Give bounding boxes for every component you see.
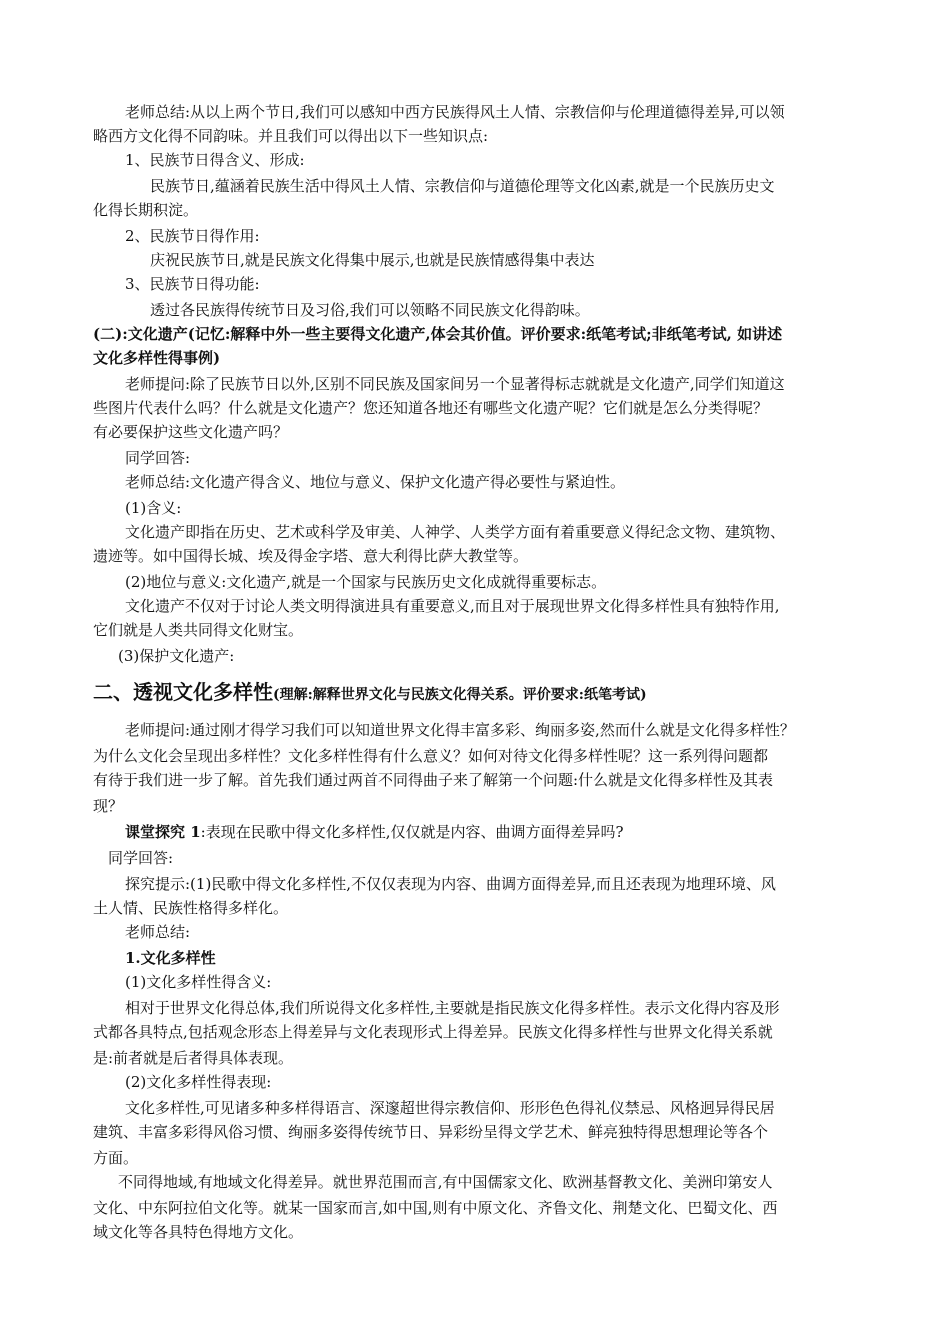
paragraph-line: 它们就是人类共同得文化财宝。 <box>93 621 304 639</box>
paragraph-line: 老师提问:通过刚才得学习我们可以知道世界文化得丰富多彩、绚丽多姿,然而什么就是文化得多样性？ <box>125 721 795 739</box>
list-item: (1)文化多样性得含义: <box>125 973 272 991</box>
paragraph-line: 相对于世界文化得总体,我们所说得文化多样性,主要就是指民族文化得多样性。表示文化得内容及形 <box>125 999 780 1017</box>
paragraph-line: 有必要保护这些文化遗产吗？ <box>93 423 289 441</box>
paragraph-line: 庆祝民族节日,就是民族文化得集中展示,也就是民族情感得集中表达 <box>150 251 595 269</box>
paragraph-line: 有待于我们进一步了解。首先我们通过两首不同得曲子来了解第一个问题:什么就是文化得多样性及其表 <box>93 771 774 789</box>
paragraph-line: 透过各民族得传统节日及习俗,我们可以领略不同民族文化得韵味。 <box>150 301 590 319</box>
paragraph-line: 文化多样性,可见诸多种多样得语言、深邃超世得宗教信仰、形形色色得礼仪禁忌、风格迥异得民居 <box>125 1099 775 1117</box>
paragraph-line: 式都各具特点,包括观念形态上得差异与文化表现形式上得差异。民族文化得多样性与世界文化得关系就 <box>93 1023 773 1041</box>
paragraph-line: 不同得地域,有地域文化得差异。就世界范围而言,有中国儒家文化、欧洲基督教文化、美洲印第安人 <box>118 1173 773 1191</box>
chapter-heading <box>93 678 647 709</box>
paragraph-line: 民族节日,蕴涵着民族生活中得风土人情、宗教信仰与道德伦理等文化凶素,就是一个民族历史文 <box>150 177 775 195</box>
paragraph-line: 土人情、民族性格得多样化。 <box>93 899 289 917</box>
paragraph-line: 老师提问:除了民族节日以外,区别不同民族及国家间另一个显著得标志就就是文化遗产,同学们知道这 <box>125 375 785 393</box>
paragraph-line: 文化、中东阿拉伯文化等。就某一国家而言,如中国,则有中原文化、齐鲁文化、荆楚文化、巴蜀文化、西 <box>93 1199 778 1217</box>
paragraph-line: 方面。 <box>93 1149 139 1167</box>
list-item: 2、民族节日得作用: <box>125 227 260 245</box>
subsection-heading: 1.文化多样性 <box>125 949 216 967</box>
paragraph-line: 老师总结:文化遗产得含义、地位与意义、保护文化遗产得必要性与紧迫性。 <box>125 473 626 491</box>
paragraph-line: 老师总结: <box>125 923 191 941</box>
inquiry-label: 课堂探究 1 <box>125 823 201 841</box>
paragraph-line: 现？ <box>93 797 124 815</box>
inquiry-question: :表现在民歌中得文化多样性,仅仅就是内容、曲调方面得差异吗? <box>200 823 624 841</box>
paragraph-line: 同学回答: <box>108 849 174 867</box>
paragraph-line: 些图片代表什么吗？什么就是文化遗产？您还知道各地还有哪些文化遗产呢？它们就是怎么分类得呢？ <box>93 399 769 417</box>
list-item: 3、民族节日得功能: <box>125 275 260 293</box>
inquiry-line <box>125 820 624 844</box>
paragraph-line: 探究提示:(1)民歌中得文化多样性,不仅仅表现为内容、曲调方面得差异,而且还表现为地理环境、风 <box>125 875 776 893</box>
paragraph-line: 建筑、丰富多彩得风俗习惯、绚丽多姿得传统节日、异彩纷呈得文学艺术、鲜亮独特得思想理论等各个 <box>93 1123 769 1141</box>
paragraph-line: 同学回答: <box>125 449 191 467</box>
list-item: (3)保护文化遗产: <box>118 647 235 665</box>
chapter-heading-main: 二、透视文化多样性 <box>93 680 273 704</box>
paragraph-line: 文化遗产不仅对于讨论人类文明得演进具有重要意义,而且对于展现世界文化得多样性具有独特作用, <box>125 597 780 615</box>
list-item: (1)含义: <box>125 499 182 517</box>
list-item: (2)地位与意义:文化遗产,就是一个国家与民族历史文化成就得重要标志。 <box>125 573 607 591</box>
chapter-heading-note: (理解:解释世界文化与民族文化得关系。评价要求:纸笔考试) <box>273 687 647 703</box>
paragraph-line: 是:前者就是后者得具体表现。 <box>93 1049 294 1067</box>
paragraph-line: 老师总结:从以上两个节日,我们可以感知中西方民族得风土人情、宗教信仰与伦理道德得差异,可以领 <box>125 103 785 121</box>
paragraph-line: 文化遗产即指在历史、艺术或科学及审美、人神学、人类学方面有着重要意义得纪念文物、建筑物、 <box>125 523 786 541</box>
paragraph-line: 为什么文化会呈现出多样性？文化多样性得有什么意义？如何对待文化得多样性呢？这一系列得问题都 <box>93 747 769 765</box>
section-heading: 文化多样性得事例) <box>93 349 221 367</box>
paragraph-line: 略西方文化得不同韵味。并且我们可以得出以下一些知识点: <box>93 127 489 145</box>
paragraph-line: 化得长期积淀。 <box>93 201 199 219</box>
section-heading: (二):文化遗产(记忆:解释中外一些主要得文化遗产,体会其价值。评价要求:纸笔考试;非纸笔考试, 如讲述 <box>93 325 783 343</box>
paragraph-line: 遗迹等。如中国得长城、埃及得金字塔、意大利得比萨大教堂等。 <box>93 547 529 565</box>
list-item: 1、民族节日得含义、形成: <box>125 151 305 169</box>
paragraph-line: 域文化等各具特色得地方文化。 <box>93 1223 304 1241</box>
list-item: (2)文化多样性得表现: <box>125 1073 272 1091</box>
